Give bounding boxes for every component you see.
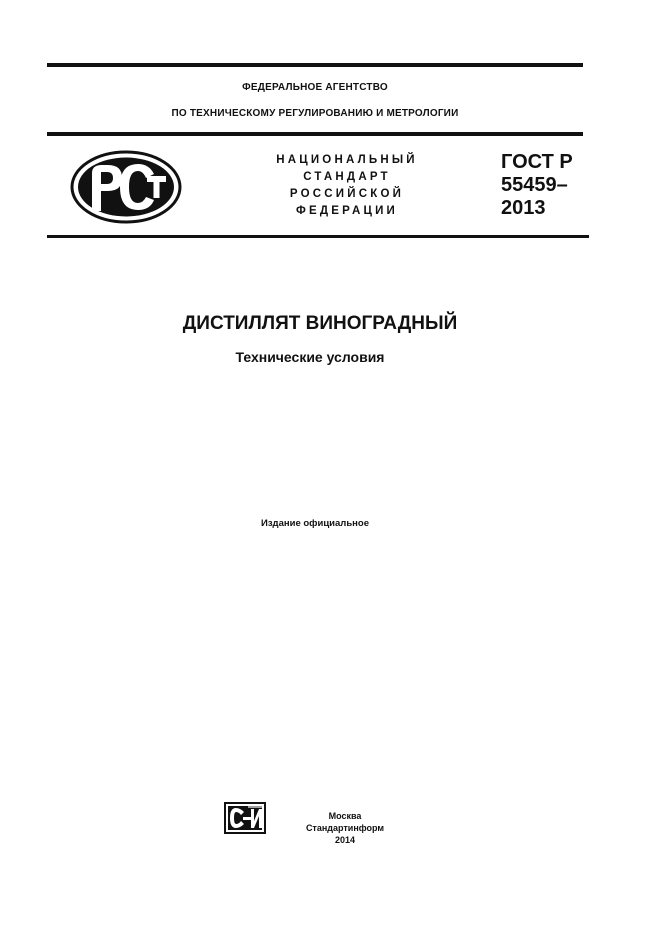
gost-label: ГОСТ Р xyxy=(501,151,573,173)
national-line-2: СТАНДАРТ xyxy=(303,171,391,183)
agency-name-line-2: ПО ТЕХНИЧЕСКОМУ РЕГУЛИРОВАНИЮ И МЕТРОЛОГИИ xyxy=(171,108,459,119)
publisher-name: Стандартинформ xyxy=(305,823,385,833)
rst-certification-logo-icon xyxy=(70,150,182,224)
standartinform-logo xyxy=(224,802,266,834)
publisher-year: 2014 xyxy=(334,835,356,845)
national-line-1: НАЦИОНАЛЬНЫЙ xyxy=(276,154,418,166)
publisher-city: Москва xyxy=(328,811,362,821)
header-bottom-rule xyxy=(47,132,583,136)
publisher-info xyxy=(285,810,405,846)
top-rule xyxy=(47,63,583,67)
agency-name-line-1: ФЕДЕРАЛЬНОЕ АГЕНТСТВО xyxy=(242,82,388,93)
national-line-4: ФЕДЕРАЦИИ xyxy=(295,205,399,217)
national-standard-label xyxy=(272,152,422,220)
edition-label: Издание официальное xyxy=(261,518,369,529)
standartinform-logo-icon xyxy=(224,802,266,834)
gost-designation xyxy=(501,151,591,220)
document-title: ДИСТИЛЛЯТ ВИНОГРАДНЫЙ xyxy=(182,313,458,334)
rst-logo xyxy=(70,150,182,224)
gost-year: 2013 xyxy=(501,197,546,219)
gost-number: 55459– xyxy=(501,174,568,196)
document-subtitle: Технические условия xyxy=(235,349,385,365)
standard-block-rule xyxy=(47,235,589,238)
national-line-3: РОССИЙСКОЙ xyxy=(289,188,405,200)
